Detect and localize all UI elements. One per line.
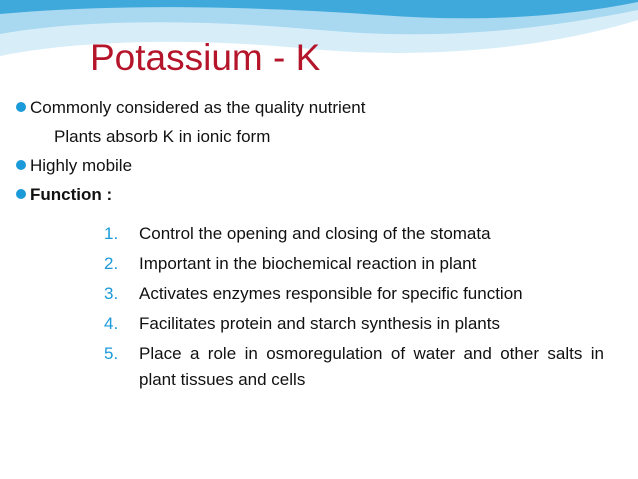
function-list — [104, 221, 604, 397]
function-text: Facilitates protein and starch synthesis in plants — [139, 314, 500, 333]
bullet-text: Highly mobile — [30, 156, 133, 175]
function-text: Control the opening and closing of the stomata — [139, 224, 491, 243]
function-text: Activates enzymes responsible for specific function — [139, 284, 523, 303]
function-text: Important in the biochemical reaction in plant — [139, 254, 477, 273]
function-item — [104, 221, 604, 247]
function-text: Place a role in osmoregulation of water and other salts in plant tissues and cells — [139, 344, 604, 389]
function-item — [104, 251, 604, 277]
function-number: 1. — [104, 224, 119, 243]
bullet-text-function: Function : — [30, 185, 113, 204]
slide-title: Potassium - K — [90, 37, 321, 78]
bullet-sub-item — [16, 122, 616, 151]
bullet-item — [16, 93, 616, 122]
bullet-item — [16, 180, 616, 209]
bullet-list — [16, 93, 616, 209]
function-number: 2. — [104, 254, 119, 273]
bullet-item — [16, 151, 616, 180]
function-item — [104, 311, 604, 337]
function-number: 5. — [104, 344, 119, 363]
bullet-sub-text: Plants absorb K in ionic form — [54, 127, 271, 146]
function-number: 3. — [104, 284, 119, 303]
function-item — [104, 281, 604, 307]
bullet-icon — [16, 102, 26, 112]
function-number: 4. — [104, 314, 119, 333]
bullet-icon — [16, 189, 26, 199]
function-item — [104, 341, 604, 393]
bullet-icon — [16, 160, 26, 170]
bullet-text: Commonly considered as the quality nutrient — [30, 98, 366, 117]
